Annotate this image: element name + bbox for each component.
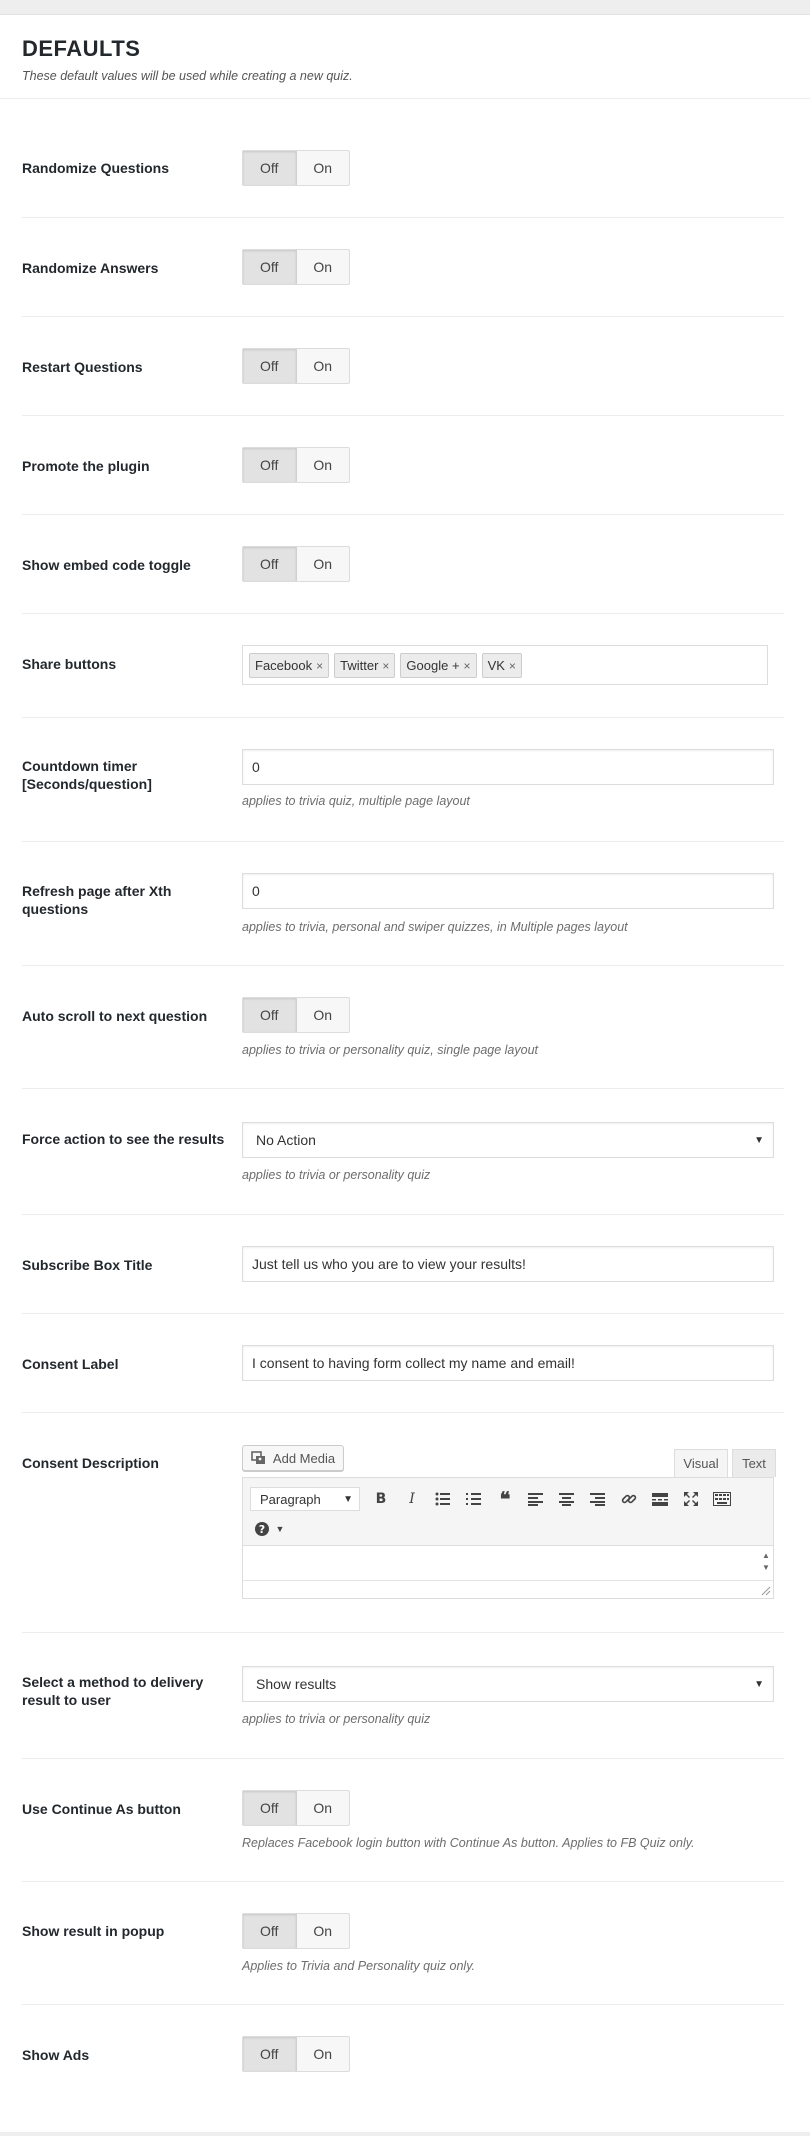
show-embed-toggle[interactable] (242, 546, 350, 582)
setting-row-promote-plugin (22, 416, 784, 515)
toggle-off-option[interactable]: Off (243, 151, 297, 185)
setting-label: Randomize Questions (22, 160, 170, 176)
toolbar-toggle-icon[interactable] (710, 1487, 734, 1511)
page-title: DEFAULTS (22, 36, 141, 61)
setting-label (22, 882, 232, 918)
blockquote-icon[interactable]: ❝ (499, 1487, 511, 1511)
setting-label: Show embed code toggle (22, 557, 191, 573)
setting-row-refresh (22, 842, 784, 966)
setting-row-randomize-questions (22, 100, 784, 218)
tab-text[interactable]: Text (732, 1449, 776, 1477)
add-media-button[interactable] (242, 1445, 344, 1471)
setting-label: Force action to see the results (22, 1131, 225, 1147)
toggle-on-option[interactable]: On (313, 1007, 333, 1023)
format-select[interactable] (250, 1487, 360, 1511)
remove-tag-icon[interactable]: × (508, 658, 516, 673)
field-hint: applies to trivia quiz, multiple page layout (242, 794, 470, 808)
top-bar (0, 0, 810, 15)
share-tag-vk (482, 653, 522, 678)
setting-row-auto-scroll (22, 966, 784, 1089)
tab-visual[interactable]: Visual (674, 1449, 728, 1477)
setting-row-consent-label (22, 1314, 784, 1413)
setting-label: Show Ads (22, 2047, 90, 2063)
setting-row-result-popup (22, 1882, 784, 2005)
label-line: [Seconds/question] (22, 776, 152, 792)
toggle-off-option[interactable]: Off (243, 250, 297, 284)
setting-label: Show result in popup (22, 1923, 165, 1939)
svg-text:?: ? (258, 1523, 266, 1536)
field-hint: applies to trivia or personality quiz (242, 1168, 431, 1182)
toggle-on-option[interactable]: On (313, 358, 333, 374)
bottom-bar (0, 2132, 810, 2136)
align-right-icon[interactable] (586, 1487, 610, 1511)
delivery-method-select[interactable] (242, 1666, 774, 1702)
editor-scrollbar[interactable]: ▲ ▼ (762, 1551, 770, 1572)
refresh-input[interactable]: 0 (242, 873, 774, 909)
field-hint: Replaces Facebook login button with Continue As button. Applies to FB Quiz only. (242, 1836, 695, 1850)
randomize-answers-toggle[interactable] (242, 249, 350, 285)
toggle-on-option[interactable]: On (313, 457, 333, 473)
setting-label: Auto scroll to next question (22, 1008, 208, 1024)
align-left-icon[interactable] (524, 1487, 548, 1511)
share-tag-facebook (249, 653, 329, 678)
subscribe-title-input[interactable]: Just tell us who you are to view your results! (242, 1246, 774, 1282)
chevron-down-icon: ▼ (754, 1134, 764, 1146)
setting-row-show-ads (22, 2005, 784, 2132)
promote-plugin-toggle[interactable] (242, 447, 350, 483)
toggle-off-option[interactable]: Off (243, 998, 297, 1032)
chevron-down-icon: ▼ (343, 1493, 353, 1505)
label-line: Refresh page after Xth (22, 883, 172, 899)
setting-label (22, 757, 232, 793)
media-icon (251, 1451, 267, 1465)
toggle-off-option[interactable]: Off (243, 547, 297, 581)
setting-row-consent-description (22, 1413, 784, 1633)
toggle-off-option[interactable]: Off (243, 1791, 297, 1825)
chevron-down-icon: ▼ (754, 1678, 764, 1690)
randomize-questions-toggle[interactable] (242, 150, 350, 186)
restart-questions-toggle[interactable] (242, 348, 350, 384)
setting-label: Share buttons (22, 656, 117, 672)
toggle-on-option[interactable]: On (313, 1800, 333, 1816)
tag-label: Twitter (340, 658, 379, 673)
tag-label: VK (487, 658, 505, 673)
field-hint: applies to trivia, personal and swiper quizzes, in Multiple pages layout (242, 920, 628, 934)
bold-icon[interactable]: B (375, 1491, 387, 1507)
countdown-input[interactable]: 0 (242, 749, 774, 785)
setting-label: Subscribe Box Title (22, 1257, 153, 1273)
consent-label-input[interactable]: I consent to having form collect my name and email! (242, 1345, 774, 1381)
setting-row-show-embed (22, 515, 784, 614)
italic-icon[interactable]: I (409, 1491, 415, 1507)
select-value: Show results (256, 1676, 337, 1692)
format-value: Paragraph (260, 1491, 321, 1507)
label-line: result to user (22, 1692, 111, 1708)
remove-tag-icon[interactable]: × (316, 658, 324, 673)
toggle-off-option[interactable]: Off (243, 1914, 297, 1948)
toggle-on-option[interactable]: On (313, 1923, 333, 1939)
setting-row-randomize-answers (22, 218, 784, 317)
setting-label: Restart Questions (22, 359, 143, 375)
tag-label: Facebook (255, 658, 313, 673)
setting-label: Consent Label (22, 1356, 119, 1372)
consent-description-editor (242, 1477, 774, 1599)
toggle-off-option[interactable]: Off (243, 448, 297, 482)
setting-row-share-buttons (22, 614, 784, 718)
field-hint: Applies to Trivia and Personality quiz only. (242, 1959, 475, 1973)
result-popup-toggle[interactable] (242, 1913, 350, 1949)
auto-scroll-toggle[interactable] (242, 997, 350, 1033)
page-header (0, 16, 810, 99)
remove-tag-icon[interactable]: × (382, 658, 390, 673)
field-hint: applies to trivia or personality quiz (242, 1712, 431, 1726)
force-action-select[interactable] (242, 1122, 774, 1158)
page-subtitle: These default values will be used while creating a new quiz. (22, 69, 353, 83)
toggle-on-option[interactable]: On (313, 160, 333, 176)
select-value: No Action (256, 1132, 316, 1148)
numbered-list-icon[interactable] (462, 1487, 486, 1511)
label-line: Countdown timer (22, 758, 138, 774)
read-more-icon[interactable] (648, 1487, 672, 1511)
setting-row-countdown (22, 718, 784, 842)
setting-label: Consent Description (22, 1455, 159, 1471)
setting-row-restart-questions (22, 317, 784, 416)
label-line: questions (22, 901, 89, 917)
setting-row-delivery-method (22, 1633, 784, 1759)
setting-label: Use Continue As button (22, 1801, 181, 1817)
toggle-on-option[interactable]: On (313, 2046, 333, 2062)
setting-row-force-action (22, 1089, 784, 1215)
toggle-on-option[interactable]: On (313, 556, 333, 572)
setting-row-continue-as (22, 1759, 784, 1882)
setting-row-subscribe-title (22, 1215, 784, 1314)
toggle-on-option[interactable]: On (313, 259, 333, 275)
tag-label: Google + (406, 658, 460, 673)
setting-label (22, 1673, 232, 1709)
toggle-off-option[interactable]: Off (243, 349, 297, 383)
toggle-off-option[interactable]: Off (243, 2037, 297, 2071)
editor-toolbar (243, 1478, 773, 1546)
share-tag-google-plus (400, 653, 476, 678)
fullscreen-icon[interactable] (679, 1487, 703, 1511)
share-tag-twitter (334, 653, 395, 678)
link-icon[interactable] (617, 1487, 641, 1511)
setting-label: Promote the plugin (22, 458, 150, 474)
setting-label: Randomize Answers (22, 260, 159, 276)
add-media-label: Add Media (272, 1450, 336, 1466)
remove-tag-icon[interactable]: × (463, 658, 471, 673)
label-line: Select a method to delivery (22, 1674, 204, 1690)
share-buttons-tag-input[interactable] (242, 645, 768, 685)
align-center-icon[interactable] (555, 1487, 579, 1511)
editor-statusbar (243, 1580, 773, 1598)
resize-handle-icon[interactable] (761, 1586, 771, 1596)
show-ads-toggle[interactable] (242, 2036, 350, 2072)
field-hint: applies to trivia or personality quiz, single page layout (242, 1043, 539, 1057)
continue-as-toggle[interactable] (242, 1790, 350, 1826)
bullet-list-icon[interactable] (431, 1487, 455, 1511)
chevron-down-icon[interactable]: ▼ (275, 1524, 285, 1534)
